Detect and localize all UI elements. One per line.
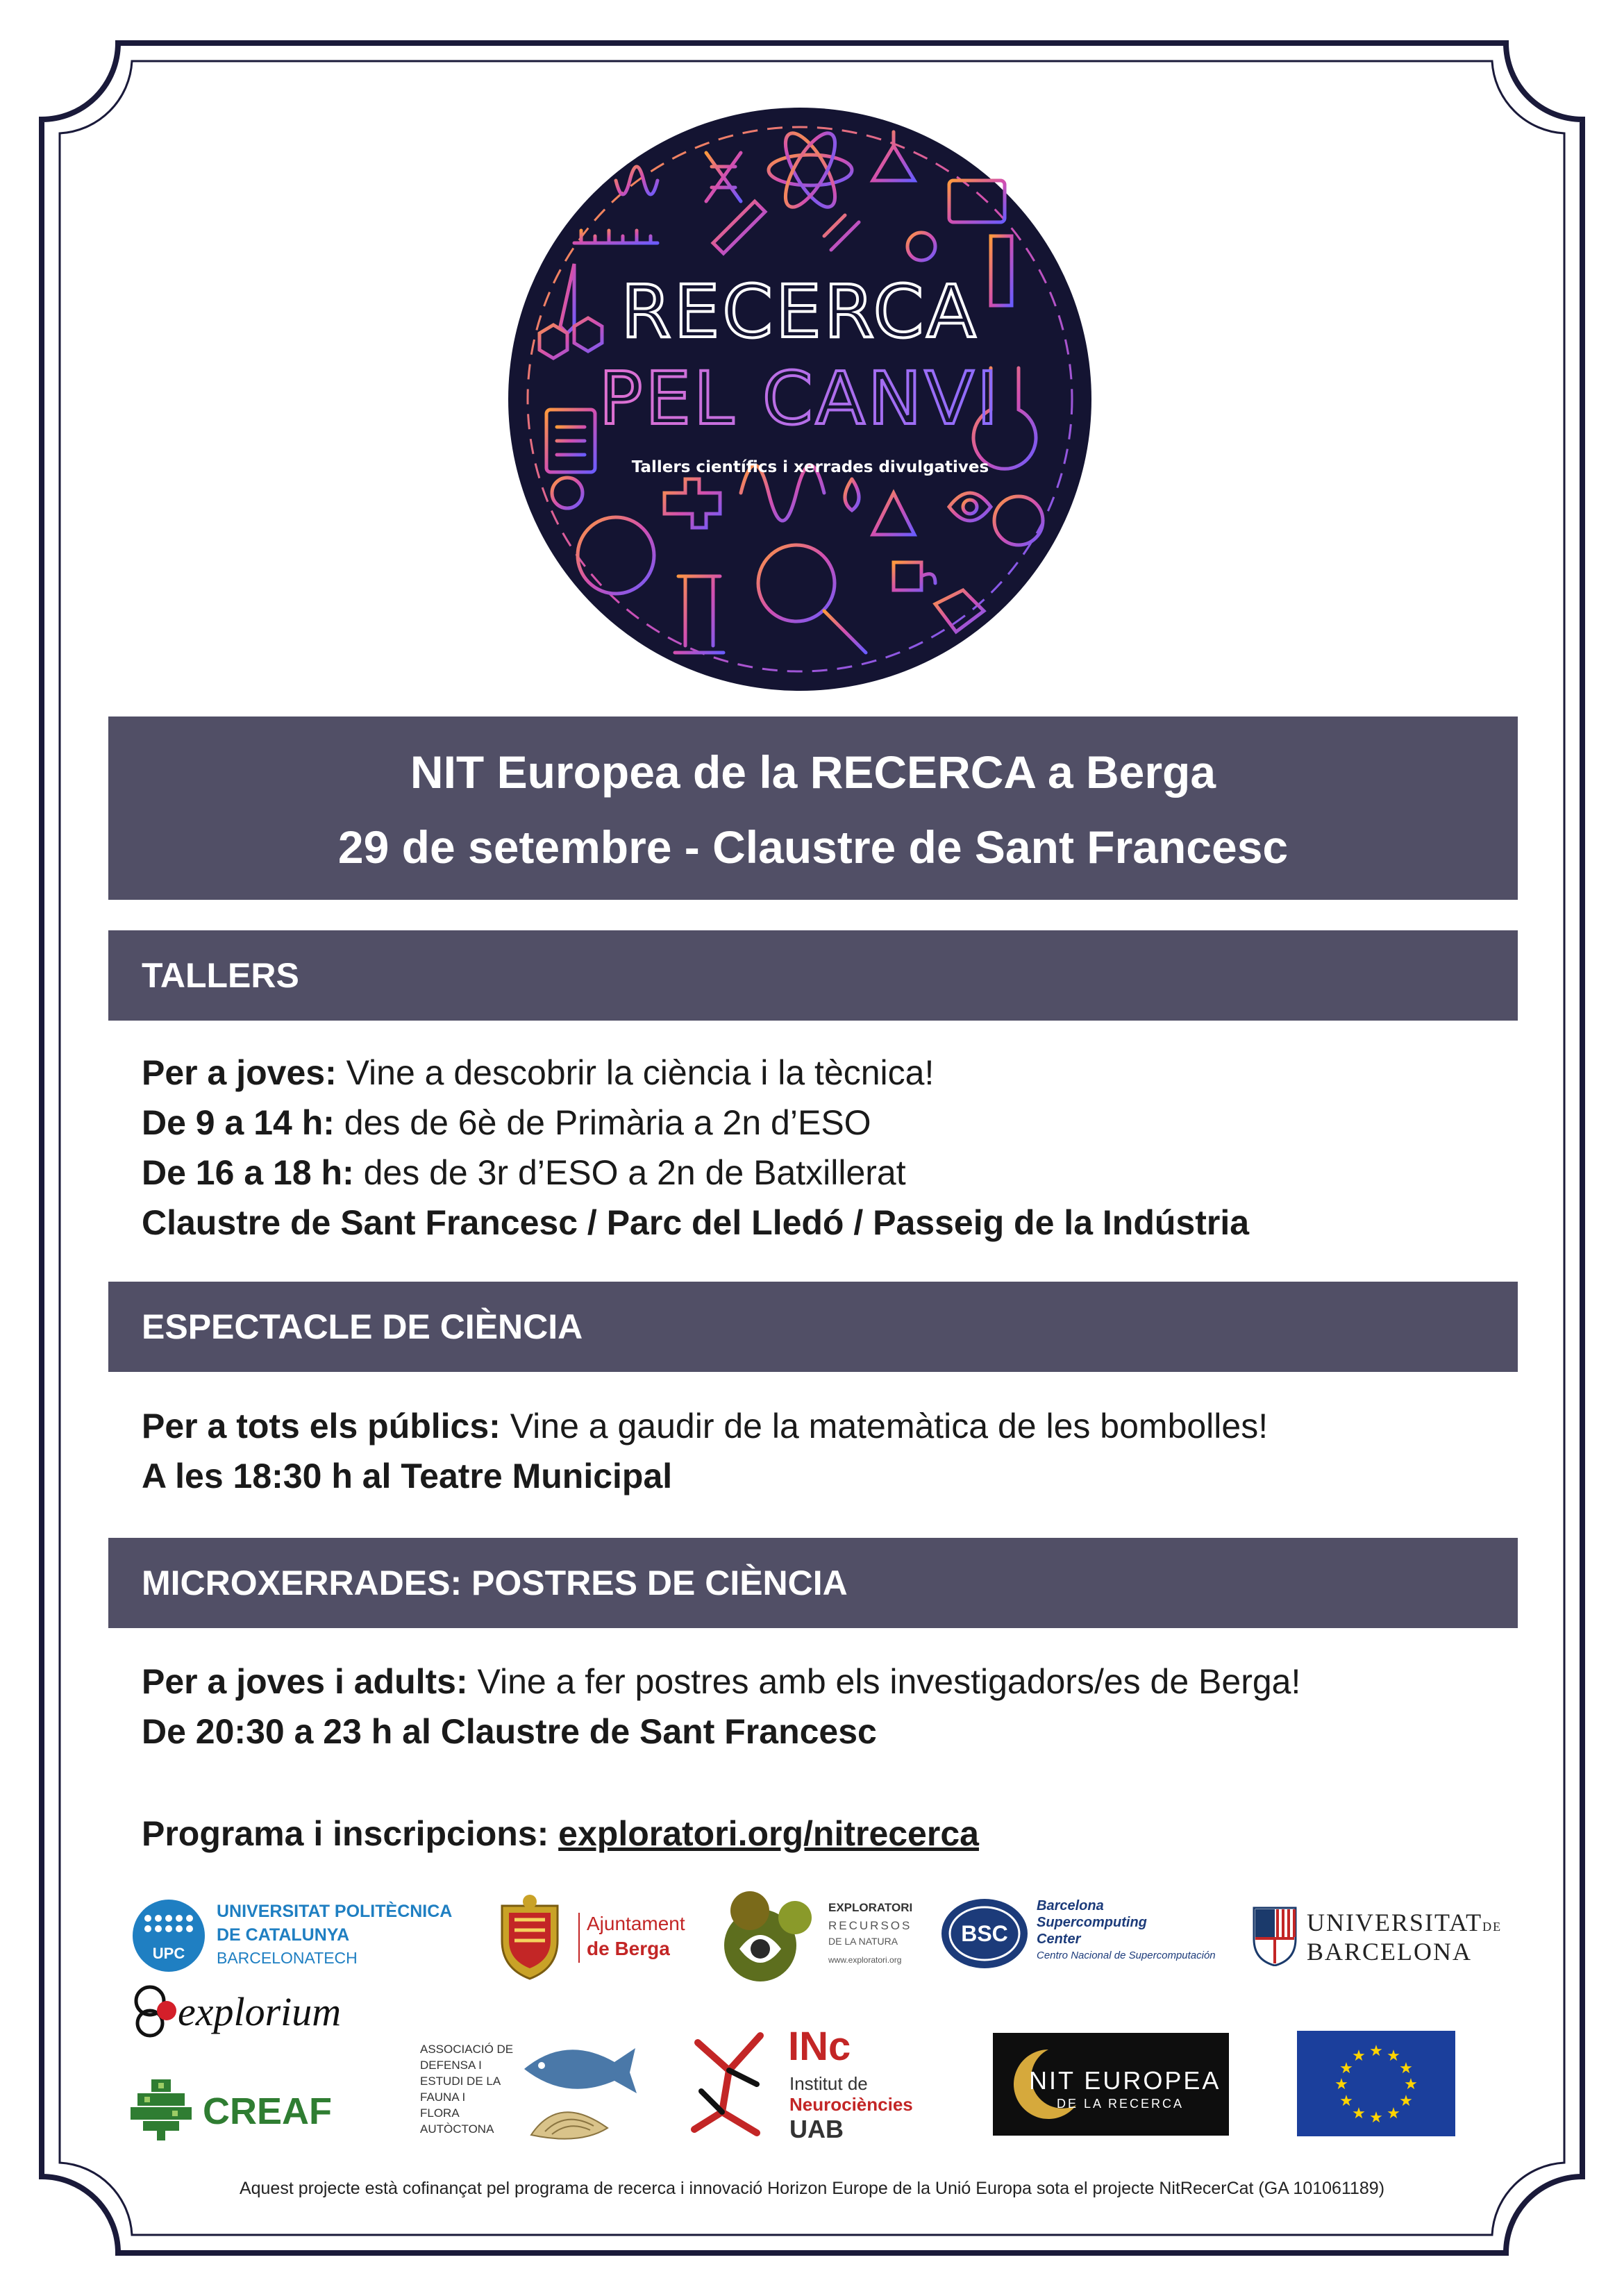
svg-text:UPC: UPC bbox=[152, 1945, 185, 1962]
tallers-line-1: Per a joves: Vine a descobrir la ciència i la tècnica! bbox=[142, 1053, 935, 1092]
programa-line bbox=[142, 1813, 979, 1854]
universitat-barcelona-logo bbox=[1250, 1904, 1507, 1970]
svg-text:★: ★ bbox=[1399, 2093, 1413, 2110]
tallers-line-3: De 16 a 18 h: des de 3r d’ESO a 2n de Batxillerat bbox=[142, 1153, 906, 1192]
programa-link[interactable]: exploratori.org/nitrecerca bbox=[558, 1814, 979, 1853]
svg-text:★: ★ bbox=[1387, 2105, 1400, 2122]
creaf-tree-icon bbox=[131, 2076, 193, 2142]
neuron-icon bbox=[684, 2022, 788, 2147]
svg-text:★: ★ bbox=[1352, 2105, 1366, 2122]
svg-text:★: ★ bbox=[1352, 2047, 1366, 2065]
svg-text:★: ★ bbox=[1369, 2043, 1383, 2060]
event-title-banner bbox=[108, 717, 1518, 900]
exploratori-logo: EXPLORATORI RECURSOS DE LA NATURA www.exploratori.org bbox=[719, 1883, 920, 1987]
svg-text:★: ★ bbox=[1369, 2109, 1383, 2127]
microxerrades-line-2: De 20:30 a 23 h al Claustre de Sant Francesc bbox=[142, 1712, 877, 1751]
tallers-line-4: Claustre de Sant Francesc / Parc del Lledó / Passeig de la Indústria bbox=[142, 1203, 1250, 1242]
section-microxerrades-title: MICROXERRADES: POSTRES DE CIÈNCIA bbox=[142, 1564, 848, 1602]
logo-title-line2: PEL CANVI bbox=[598, 356, 1001, 441]
ub-de: DE bbox=[1482, 1920, 1502, 1934]
ub-shield bbox=[1250, 1904, 1300, 1966]
event-date-location: 29 de setembre - Claustre de Sant Francesc bbox=[337, 821, 1289, 873]
eu-flag bbox=[1297, 2031, 1455, 2136]
exploratori-emblem bbox=[719, 1883, 823, 1987]
section-microxerrades-header bbox=[108, 1538, 1518, 1628]
nit-europea-recerca-logo: NIT EUROPEA DE LA RECERCA bbox=[993, 2033, 1229, 2136]
bsc-logo: BSC Barcelona Supercomputing Center Centro Nacional de Supercomputación bbox=[939, 1895, 1245, 1972]
svg-text:★: ★ bbox=[1399, 2060, 1413, 2077]
tallers-line-2: De 9 a 14 h: des de 6è de Primària a 2n d’ESO bbox=[142, 1103, 871, 1142]
upc-logo: UPC UNIVERSITAT POLITÈCNICA DE CATALUNYA BARCELONATECH bbox=[131, 1897, 492, 1974]
svg-text:★: ★ bbox=[1334, 2076, 1348, 2093]
ub-line1: UNIVERSITAT bbox=[1307, 1909, 1483, 1936]
recerca-pel-canvi-logo bbox=[505, 104, 1095, 694]
creaf-logo: CREAF bbox=[131, 2076, 318, 2142]
inc-uab-logo: INc Institut de Neurociències UAB bbox=[684, 2022, 927, 2147]
svg-text:★: ★ bbox=[1404, 2076, 1418, 2093]
logo-tagline: Tallers científics i xerrades divulgatives bbox=[631, 458, 989, 476]
svg-text:BSC: BSC bbox=[961, 1921, 1008, 1946]
section-espectacle-header bbox=[108, 1282, 1518, 1372]
ajuntament-berga-logo: Ajuntament de Berga bbox=[488, 1892, 703, 1982]
section-tallers-title: TALLERS bbox=[142, 956, 299, 995]
fish-shell-illustration bbox=[510, 2020, 642, 2145]
ub-line2: BARCELONA bbox=[1307, 1938, 1473, 1966]
berga-coat-of-arms bbox=[488, 1892, 571, 1982]
section-tallers-header bbox=[108, 930, 1518, 1021]
svg-text:★: ★ bbox=[1339, 2093, 1353, 2110]
adefa-logo: ASSOCIACIÓ DE DEFENSA I ESTUDI DE LA FAUNA I FLORA AUTÒCTONA bbox=[420, 2020, 642, 2145]
logo-title-line1: RECERCA bbox=[621, 269, 979, 354]
microxerrades-line-1: Per a joves i adults: Vine a fer postres amb els investigadors/es de Berga! bbox=[142, 1662, 1301, 1701]
programa-label: Programa i inscripcions: bbox=[142, 1814, 559, 1853]
event-title: NIT Europea de la RECERCA a Berga bbox=[410, 746, 1216, 798]
upc-emblem bbox=[131, 1897, 207, 1974]
explorium-logo: explorium bbox=[132, 1983, 354, 2045]
funding-disclaimer: Aquest projecte està cofinançat pel programa de recerca i innovació Horizon Europe de la Unió Europa sota el projecte NitRecerCat (GA 101061189) bbox=[239, 2179, 1385, 2198]
espectacle-line-2: A les 18:30 h al Teatre Municipal bbox=[142, 1457, 673, 1495]
bsc-emblem bbox=[939, 1895, 1030, 1972]
section-espectacle-title: ESPECTACLE DE CIÈNCIA bbox=[142, 1307, 583, 1346]
svg-text:★: ★ bbox=[1387, 2047, 1400, 2065]
eu-stars-icon bbox=[1297, 2031, 1455, 2136]
espectacle-line-1: Per a tots els públics: Vine a gaudir de la matemàtica de les bombolles! bbox=[142, 1407, 1269, 1446]
svg-text:★: ★ bbox=[1339, 2060, 1353, 2077]
